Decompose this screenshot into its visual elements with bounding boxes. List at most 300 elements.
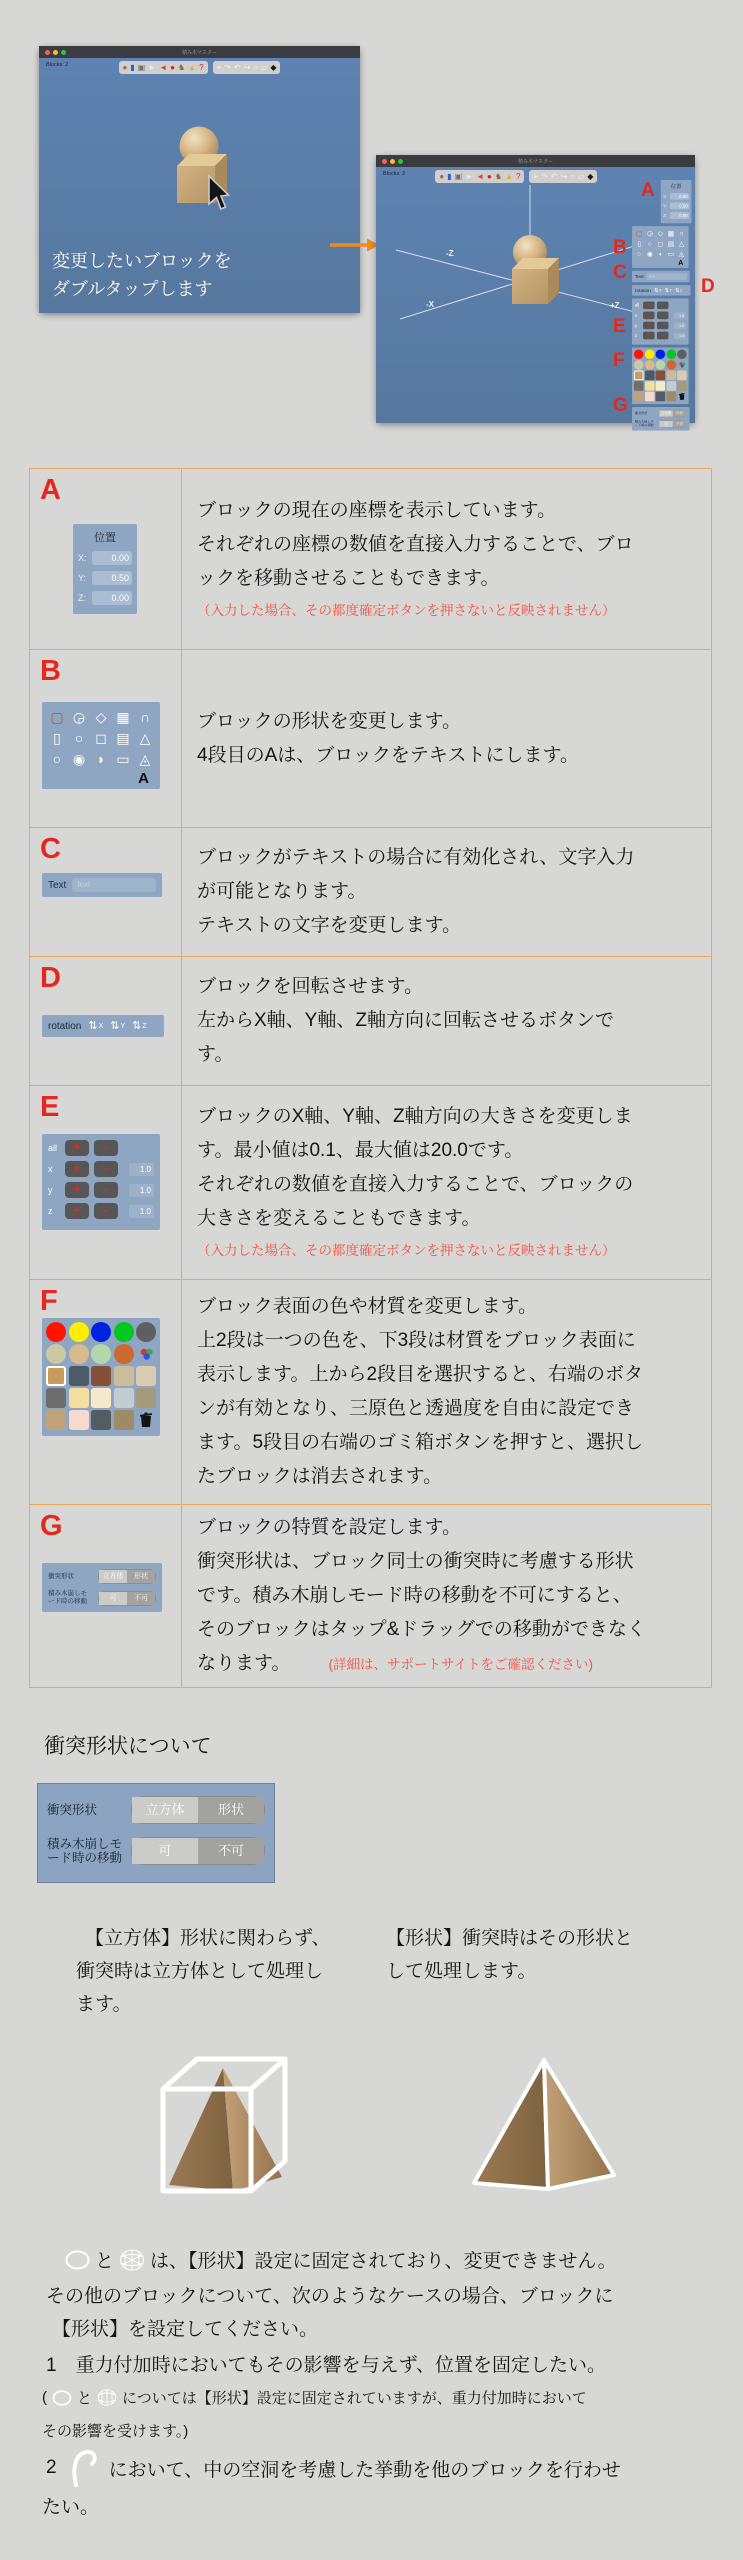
position-panel-screenshot [73,524,137,614]
cone-icon[interactable]: ◬ [139,751,151,767]
explainer-table [29,468,712,1688]
scale-axis-label: all [634,302,640,308]
text-row [42,873,162,897]
move-allow-button[interactable]: 可 [132,1838,198,1864]
scale-row [635,332,686,340]
disc-icon[interactable]: ○ [52,751,62,767]
barrel-icon[interactable]: ▤ [667,239,675,248]
trash-button[interactable] [136,1410,156,1430]
table-row-g [30,1504,711,1687]
axis-label: Z: [663,213,668,218]
marker-c: C [613,262,627,283]
scale-all-minus-button[interactable]: - [657,301,669,309]
rotate-y-button[interactable]: ⇅ Y [110,1019,126,1032]
transition-arrow [328,237,380,258]
texture-swatch[interactable] [114,1366,134,1386]
text-shape-button[interactable]: A [678,258,684,267]
palette-row [634,392,687,402]
pyramid-icon[interactable]: △ [678,239,685,248]
color-swatch[interactable] [91,1322,111,1342]
color-swatch[interactable] [677,349,687,359]
redo-icon[interactable]: ↪ [560,172,568,181]
texture-swatch[interactable] [677,371,687,381]
texture-swatch[interactable] [46,1388,66,1408]
rotation-panel [42,1015,164,1037]
marker-b: B [613,237,627,258]
scale-panel [632,299,689,345]
undo-icon[interactable]: ↶ [233,63,241,72]
row-letter: C [40,833,61,865]
marker-a: A [641,180,655,201]
color-swatch[interactable] [114,1322,134,1342]
collision-shape-row [47,1796,265,1824]
collision-shape-label: 衝突形状 [634,411,648,415]
move-icon[interactable]: + [533,172,539,181]
cylinder-icon[interactable]: ▯ [637,239,642,248]
collision-shape-label: 衝突形状 [47,1803,98,1817]
rotation-label: rotation [48,1020,82,1032]
palette-row [634,381,687,391]
text-cell: ブロックのX軸、Y軸、Z軸方向の大きさを変更しま す。最小値は0.1、最大値は20.0です。 それぞれの数値を直接入力することで、ブロックの 大きさを変えることもできます。 （入力した場合、その都度確定ボタンを押さないと反映されません） [181,1086,711,1279]
app-toolbar [119,61,281,74]
marker-f: F [613,350,625,371]
texture-swatch[interactable] [666,371,676,381]
position-x-field[interactable]: 0.00 [92,551,132,565]
geodesic-icon[interactable]: ◉ [646,249,653,258]
scale-row [48,1140,154,1156]
position-row [78,591,132,605]
text-row [632,271,690,283]
rgb-custom-swatch[interactable] [677,360,687,370]
scale-y-value[interactable]: 1.0 [674,322,686,328]
cylinder-icon[interactable]: ▯ [53,730,61,746]
move-mode-row [635,420,687,428]
scale-all-plus-button[interactable]: + [643,301,655,309]
circle-icon[interactable]: ○ [570,172,576,181]
color-swatch[interactable] [634,349,644,359]
rotation-label: rotation [634,287,651,294]
color-swatch[interactable] [69,1322,89,1342]
footer-item-2: 2 において、中の空洞を考慮した挙動を他のブロックを行わせ [46,2448,621,2488]
footer-line-3: 【形状】を設定してください。 [52,2319,319,2340]
row-letter: A [40,474,61,506]
axis-label-neg-x: -X [426,300,434,309]
position-z-field[interactable]: 0.00 [670,212,689,219]
scale-y-minus-button[interactable]: - [657,322,669,330]
palette-row [46,1322,156,1342]
row-letter: B [40,655,61,687]
shape-mode-description: 【形状】衝突時はその形状と して処理します。 [386,1928,634,1982]
footer-note-line-1: ( と については【形状】設定に固定されていますが、重力付加時において [42,2389,587,2407]
move-icon[interactable]: + [216,63,222,72]
scale-row [48,1182,154,1198]
scale-axis-label: z [634,333,638,338]
color-swatch[interactable] [666,360,676,370]
wood-ball-icon[interactable]: ● [122,63,128,72]
scale-axis-label: y [634,323,638,328]
position-row [78,551,132,565]
text-cell: ブロック表面の色や材質を変更します。 上2段は一つの色を、下3段は材質をブロック表面に 表示します。上から2段目を選択すると、右端のボタ ンが有効となり、三原色と透過度を自由に設定でき ます。5段目の右端のゴミ箱ボタンを押すと、選択し たブロックは消去されます。 [181,1280,711,1504]
color-swatch[interactable] [656,360,666,370]
balloon-icon[interactable]: ● [170,63,176,72]
color-swatch[interactable] [69,1344,89,1364]
circle-icon[interactable]: ○ [253,63,259,72]
bottle-icon[interactable]: ◻ [657,239,664,248]
position-row [663,212,689,219]
cube-block[interactable] [512,269,548,304]
scale-x-plus-button[interactable]: + [643,312,655,320]
scene-canvas[interactable] [39,58,360,313]
position-title: 位置 [670,183,682,190]
arch-icon[interactable]: ∩ [679,229,684,238]
scale-axis-label: all [48,1143,58,1153]
position-title: 位置 [94,532,116,544]
rgb-custom-swatch[interactable] [136,1344,156,1364]
marker-e: E [613,316,626,337]
collision-cube-button[interactable]: 立方体 [132,1797,198,1823]
row-letter: F [40,1285,58,1317]
collision-shape-button[interactable]: 形状 [198,1797,264,1823]
move-mode-label: 積み木崩しモ ード時の移動 [47,1837,123,1865]
scale-all-plus-button[interactable]: + [65,1140,89,1156]
table-row-f [30,1279,711,1504]
text-cell: ブロックの形状を変更します。 4段目のAは、ブロックをテキストにします。 [181,650,711,827]
texture-swatch[interactable] [656,371,666,381]
texture-swatch[interactable] [114,1388,134,1408]
move-mode-segmented [659,420,687,427]
bottle-icon[interactable]: ◻ [95,730,107,746]
color-swatch[interactable] [645,360,655,370]
scale-panel [42,1134,160,1230]
color-swatch[interactable] [634,360,644,370]
table-row-e [30,1085,711,1279]
palette-row [634,360,687,370]
camera-icon[interactable]: ▣ [454,172,463,181]
axis-label-pos-z: +Z [610,301,620,310]
axis-label: X: [78,553,87,563]
move-mode-row [48,1590,156,1606]
scene-canvas[interactable] [376,167,695,428]
disc-icon[interactable]: ○ [637,249,642,258]
label-cell [30,1086,181,1279]
lamp-icon[interactable]: ▲ [505,172,513,181]
rotation-panel [632,285,691,296]
share-icon[interactable]: ► [465,172,474,181]
shape-grid [42,702,160,789]
collision-shape-segmented [131,1796,265,1824]
table-row-a [30,469,711,649]
scale-axis-label: y [48,1185,53,1195]
texture-swatch[interactable] [634,371,644,381]
trash-button[interactable] [677,392,687,402]
texture-swatch[interactable] [645,381,655,391]
undo-icon[interactable]: ↶ [550,172,558,181]
scale-x-plus-button[interactable]: + [65,1161,89,1177]
move-deny-button[interactable]: 不可 [127,1592,155,1605]
rotate-icon[interactable]: ↷ [541,172,548,181]
move-mode-segmented [98,1591,156,1606]
label-cell [30,469,181,649]
scale-z-minus-button[interactable]: - [94,1203,118,1219]
rotation-panel-screenshot [42,1015,164,1037]
scale-y-plus-button[interactable]: + [643,322,655,330]
text-input[interactable]: text [647,273,687,280]
table-row-d [30,956,711,1085]
collision-heading: 衝突形状について [44,1735,212,1758]
window-title: 積み木マスター [517,158,553,165]
scale-x-value[interactable]: 1.0 [129,1163,154,1176]
position-y-field[interactable]: 0.50 [92,571,132,585]
marker-d: D [701,276,715,297]
color-swatch[interactable] [136,1322,156,1342]
text-label: Text [48,879,67,891]
color-swatch[interactable] [666,349,676,359]
knight-icon[interactable]: ♞ [494,172,503,181]
footer-item-2-cont: たい。 [42,2497,100,2518]
row-letter: G [40,1510,63,1542]
boot-icon[interactable]: ◆ [270,63,277,72]
arch-icon[interactable]: ∩ [139,709,151,725]
shape-row [635,229,686,238]
texture-swatch[interactable] [136,1388,156,1408]
share-icon[interactable]: ► [148,63,157,72]
prism-icon[interactable]: ◇ [95,709,107,725]
tutorial-caption: 変更したいブロックを ダブルタップします [52,251,232,299]
texture-swatch[interactable] [69,1388,89,1408]
blue-block-icon[interactable]: ▮ [130,63,135,72]
wedge-icon[interactable]: ◗ [96,751,106,767]
cube-icon[interactable]: ▢ [636,229,643,238]
texture-swatch[interactable] [666,392,676,402]
table-row-b [30,649,711,827]
balloon-icon[interactable]: ● [487,172,492,181]
collision-shape-row [635,410,687,417]
shape-grid [632,226,689,268]
lattice-box-icon[interactable]: ▦ [667,229,675,238]
lamp-icon[interactable]: ▲ [188,63,197,72]
texture-swatch[interactable] [136,1366,156,1386]
texture-swatch[interactable] [645,371,655,381]
table-row-c [30,827,711,956]
scale-z-plus-button[interactable]: + [643,332,655,340]
row-letter: D [40,962,61,994]
text-input-screenshot [42,873,162,897]
pyramid-in-cube-image [138,2038,306,2200]
move-allow-button[interactable]: 可 [99,1592,127,1605]
shape-row [48,708,154,726]
texture-swatch[interactable] [91,1366,111,1386]
redo-icon[interactable]: ↪ [243,63,251,72]
texture-swatch[interactable] [666,381,676,391]
shape-row [48,729,154,747]
scale-z-value[interactable]: 1.0 [129,1205,154,1218]
position-panel [73,524,137,614]
draw-icon[interactable]: ▱ [261,63,268,72]
geodesic-icon[interactable]: ◉ [72,751,86,767]
sphere-icon[interactable]: ◶ [646,229,653,238]
collision-shape-button[interactable]: 形状 [127,1570,155,1583]
footer-item-1: 1 重力付加時においてもその影響を与えず、位置を固定したい。 [46,2355,607,2376]
position-x-field[interactable]: 0.00 [670,193,689,200]
color-swatch[interactable] [656,349,666,359]
texture-swatch[interactable] [634,392,644,402]
blocks-count-label: Blocks: 2 [383,171,406,177]
text-label: Text [634,273,644,280]
position-y-field[interactable]: 0.50 [670,203,689,210]
scale-axis-label: x [48,1164,53,1174]
scale-y-plus-button[interactable]: + [65,1182,89,1198]
pyramid-image [461,2054,629,2196]
scale-x-value[interactable]: 1.0 [674,312,686,318]
texture-swatch[interactable] [634,381,644,391]
footer-line-2: その他のブロックについて、次のようなケースの場合、ブロックに [46,2286,614,2307]
barrel-icon[interactable]: ▤ [116,730,130,746]
window-titlebar [376,155,695,167]
capsule-icon[interactable]: ○ [74,730,84,746]
cube-icon[interactable]: ▢ [50,709,64,725]
scale-z-plus-button[interactable]: + [65,1203,89,1219]
scale-panel-screenshot [42,1134,160,1230]
prism-icon[interactable]: ◇ [657,229,663,238]
position-row [78,571,132,585]
position-row [663,203,689,210]
rotate-z-button[interactable]: ⇅ Z [675,287,683,294]
boot-icon[interactable]: ◆ [587,172,594,181]
rotate-y-button[interactable]: ⇅ Y [664,287,672,294]
color-swatch[interactable] [46,1344,66,1364]
move-mode-row [47,1837,265,1865]
label-cell [30,650,181,827]
mute-icon[interactable]: ◄ [476,172,485,181]
lattice-box-icon[interactable]: ▦ [116,709,130,725]
footer-note-line-2: その影響を受けます。) [42,2423,189,2440]
position-z-field[interactable]: 0.00 [92,591,132,605]
properties-panel [47,1796,265,1865]
text-shape-button[interactable]: A [138,770,149,787]
texture-swatch[interactable] [69,1410,89,1430]
collision-shape-segmented [659,410,687,417]
rotate-z-button[interactable]: ⇅ Z [132,1019,147,1032]
collision-shape-label: 衝突形状 [48,1572,74,1580]
texture-swatch[interactable] [656,392,666,402]
collision-cube-button[interactable]: 立方体 [661,411,672,416]
arrow-right-icon [328,237,380,253]
cube-mode-description: 【立方体】形状に関わらず、 衝突時は立方体として処理し ます。 [76,1928,331,2015]
camera-icon[interactable]: ▣ [137,63,146,72]
texture-swatch[interactable] [114,1410,134,1430]
palette-row [46,1366,156,1386]
blue-block-icon[interactable]: ▮ [447,172,452,181]
short-cylinder-icon[interactable]: ▭ [667,249,675,258]
collision-cube-button[interactable]: 立方体 [99,1570,127,1583]
toolbar-group-2 [529,170,597,183]
shape-grid-screenshot [42,702,160,789]
shape-row [635,239,686,248]
pyramid-icon[interactable]: △ [139,730,151,746]
texture-swatch[interactable] [69,1366,89,1386]
toolbar-group-1 [435,170,524,183]
palette-row [46,1344,156,1364]
mute-icon[interactable]: ◄ [159,63,168,72]
geodesic-sphere-icon [97,2389,117,2406]
move-deny-button[interactable]: 不可 [198,1838,264,1864]
texture-swatch[interactable] [645,392,655,402]
axis-label: Y: [78,573,87,583]
collision-shape-button[interactable]: 形状 [673,410,686,416]
axis-label: Y: [663,203,668,209]
scale-y-minus-button[interactable]: - [94,1182,118,1198]
text-input[interactable]: text [72,878,156,892]
scale-z-value[interactable]: 1.0 [674,332,686,338]
scale-all-minus-button[interactable]: - [94,1140,118,1156]
color-swatch[interactable] [91,1344,111,1364]
wood-ball-icon[interactable]: ● [439,172,445,181]
palette-row [634,371,687,381]
scale-row [48,1161,154,1177]
help-icon[interactable]: ? [515,172,521,181]
axis-label: Z: [78,593,86,603]
cone-icon[interactable]: ◬ [678,249,685,258]
app-toolbar [435,170,597,183]
label-cell [30,957,181,1085]
texture-swatch[interactable] [91,1388,111,1408]
scale-row [48,1203,154,1219]
short-cylinder-icon[interactable]: ▭ [116,751,130,767]
rotate-x-button[interactable]: ⇅ X [88,1019,104,1032]
scale-x-minus-button[interactable]: - [94,1161,118,1177]
scale-row [635,322,686,330]
capsule-icon[interactable]: ○ [647,239,652,248]
color-swatch[interactable] [46,1322,66,1342]
text-cell: ブロックを回転させます。 左からX軸、Y軸、Z軸方向に回転させるボタンで す。 [181,957,711,1085]
sphere-icon[interactable]: ◶ [72,709,86,725]
scale-x-minus-button[interactable]: - [657,312,669,320]
texture-swatch[interactable] [656,381,666,391]
scale-axis-label: z [48,1206,53,1216]
palette-row [46,1388,156,1408]
arch-icon [67,2448,99,2488]
sphere-icon [52,2390,72,2406]
move-deny-button[interactable]: 不可 [673,421,686,427]
move-allow-button[interactable]: 可 [659,421,672,427]
scale-z-minus-button[interactable]: - [657,332,669,340]
texture-swatch[interactable] [677,381,687,391]
collision-settings-screenshot [37,1783,275,1883]
rotate-x-button[interactable]: ⇅ X [654,287,662,294]
scale-axis-label: x [634,312,638,318]
label-cell [30,828,181,956]
move-mode-label: 積み木崩しモ ード時の移動 [634,420,654,428]
window-title: 積み木マスター [181,49,217,56]
texture-swatch[interactable] [46,1410,66,1430]
rotate-icon[interactable]: ↷ [224,63,231,72]
move-mode-label: 積み木崩しモ ード時の移動 [48,1590,87,1605]
palette-row [46,1410,156,1430]
position-panel [661,180,692,223]
help-icon[interactable]: ? [199,63,204,72]
scale-row [635,312,686,320]
texture-swatch[interactable] [91,1410,111,1430]
draw-icon[interactable]: ▱ [578,172,585,181]
wedge-icon[interactable]: ◗ [658,249,663,258]
color-swatch[interactable] [645,349,655,359]
color-swatch[interactable] [114,1344,134,1364]
scale-y-value[interactable]: 1.0 [129,1184,154,1197]
app-window-before [39,46,360,313]
row-letter: E [40,1091,60,1123]
texture-swatch[interactable] [46,1366,66,1386]
knight-icon[interactable]: ♞ [178,63,186,72]
